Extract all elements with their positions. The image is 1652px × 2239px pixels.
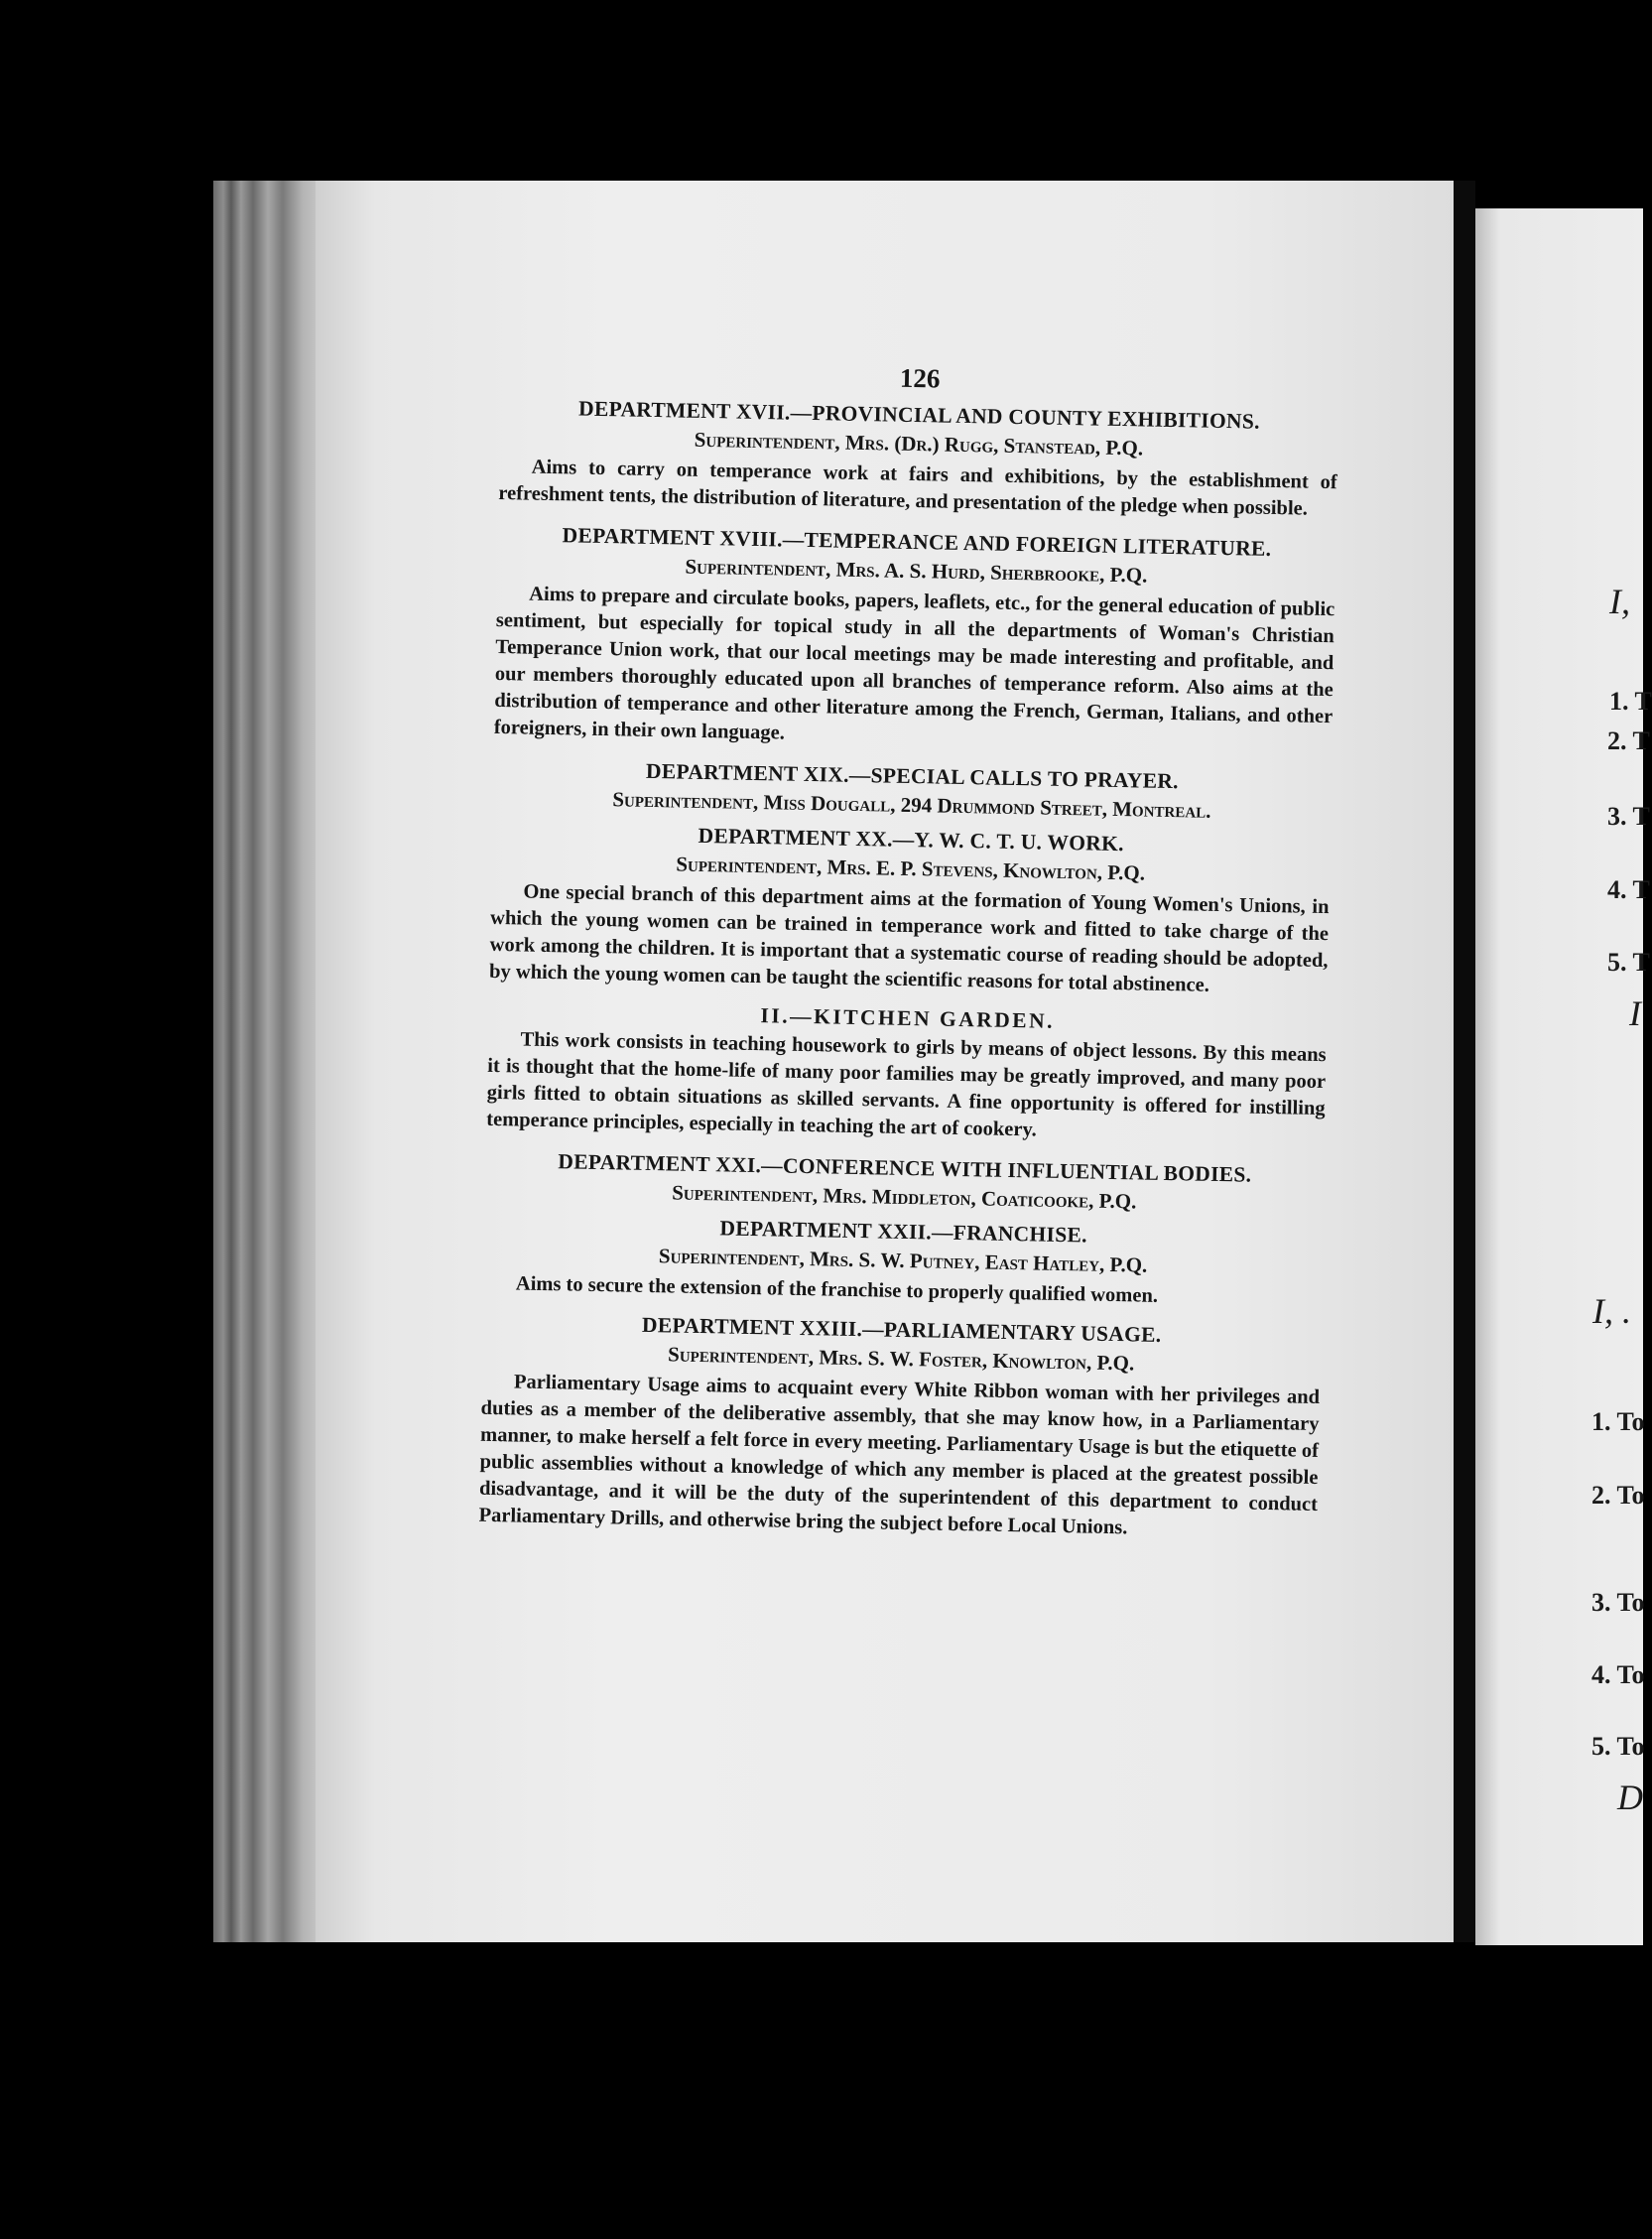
section-body: Aims to prepare and circulate books, papers, leaflets, etc., for the general education of public sentiment, but especially for topical study in all the departments of Woman's Christian Temperance Union work, that our local meetings may be made interesting and profitable, and our members thoroughly educated upon all branches of temperance reform. Also aims at the distribution of temperance and other literature among the French, German, Italians, and other foreigners, in their own language. [493,583,1335,744]
facing-fragment: I [1629,993,1641,1033]
section-body: One special branch of this department aims at the formation of Young Women's Unions, in which the young women can be trained in temperance work and fitted to take charge of the work among the children. It is important that a systematic course of reading should be adopted, by which the young women can be taught the scientific reasons for total abstinence. [488,880,1330,996]
superintendent-line: Superintendent, Miss Dougall, 294 Drummond Street, Montreal. [612,787,1211,823]
facing-fragment: I, . [1592,1291,1631,1331]
section-heading: DEPARTMENT XIX.—SPECIAL CALLS TO PRAYER. [645,758,1180,794]
superintendent-line: Superintendent, Mrs. S. W. Putney, East Hatley, P.Q. [658,1244,1148,1277]
facing-fragment: 1. To [1591,1407,1645,1436]
superintendent-line: Superintendent, Mrs. A. S. Hurd, Sherbrooke, P.Q. [685,554,1148,588]
facing-fragment: 2. To [1591,1481,1645,1510]
section-body: Aims to secure the extension of the franchise to properly qualified women. [515,1272,1159,1307]
facing-fragment: 5. T [1607,948,1650,977]
facing-fragment: 1. T [1609,687,1652,716]
superintendent-line: Superintendent, Mrs. Middleton, Coaticooke, P.Q. [672,1180,1137,1214]
page-stack-edge [213,181,327,1942]
section-body: Aims to carry on temperance work at fairs and exhibitions, by the establishment of refreshment tents, the distribution of literature, and presentation of the pledge when possible. [498,456,1337,520]
page-text-column [478,357,1339,1551]
facing-fragment: 5. To [1591,1732,1645,1761]
facing-fragment: D [1617,1778,1643,1817]
section-heading: II.—KITCHEN GARDEN. [760,1003,1056,1033]
section-heading: DEPARTMENT XXIII.—PARLIAMENTARY USAGE. [641,1312,1162,1347]
section-body: Parliamentary Usage aims to acquaint every White Ribbon woman with her privileges and duties as a member of the deliberative assembly, that she may know how, in a Parliamentary manner, to make herself a felt force in every meeting. Parliamentary Usage is but the etiquette of public assemblies without a knowledge of which any member is placed at the greatest possible disadvantage, and it will be the duty of the superintendent of this department to conduct Parliamentary Drills, and otherwise bring the subject before Local Unions. [478,1371,1321,1539]
book-gutter [1454,181,1475,1942]
section-heading: DEPARTMENT XX.—Y. W. C. T. U. WORK. [698,823,1125,856]
facing-fragment: 4. T [1607,875,1650,904]
section-heading: DEPARTMENT XVII.—PROVINCIAL AND COUNTY EXHIBITIONS. [577,396,1260,434]
facing-fragment: I, [1609,582,1630,621]
facing-fragment: 3. To [1591,1588,1645,1617]
section-body: This work consists in teaching housework to girls by means of object lessons. By this means it is thought that the home-life of many poor families may be greatly improved, and many poor girls fitted to obtain situations as skilled servants. A fine opportunity is offered for instilling temperance principles, especially in teaching the art of cookery. [486,1028,1327,1141]
page-number: 126 [899,362,941,394]
superintendent-line: Superintendent, Mrs. (Dr.) Rugg, Stanstead, P.Q. [694,427,1144,461]
section-heading: DEPARTMENT XXI.—CONFERENCE WITH INFLUENTIAL BODIES. [558,1149,1252,1187]
superintendent-line: Superintendent, Mrs. E. P. Stevens, Knowlton, P.Q. [676,852,1146,885]
facing-fragment: 3. T [1607,802,1650,831]
superintendent-line: Superintendent, Mrs. S. W. Foster, Knowlton, P.Q. [667,1342,1135,1376]
facing-fragment: 2. T [1607,726,1650,755]
section-heading: DEPARTMENT XVIII.—TEMPERANCE AND FOREIGN LITERATURE. [562,523,1272,561]
section-heading: DEPARTMENT XXII.—FRANCHISE. [719,1216,1087,1248]
facing-fragment: 4. To [1591,1660,1645,1689]
